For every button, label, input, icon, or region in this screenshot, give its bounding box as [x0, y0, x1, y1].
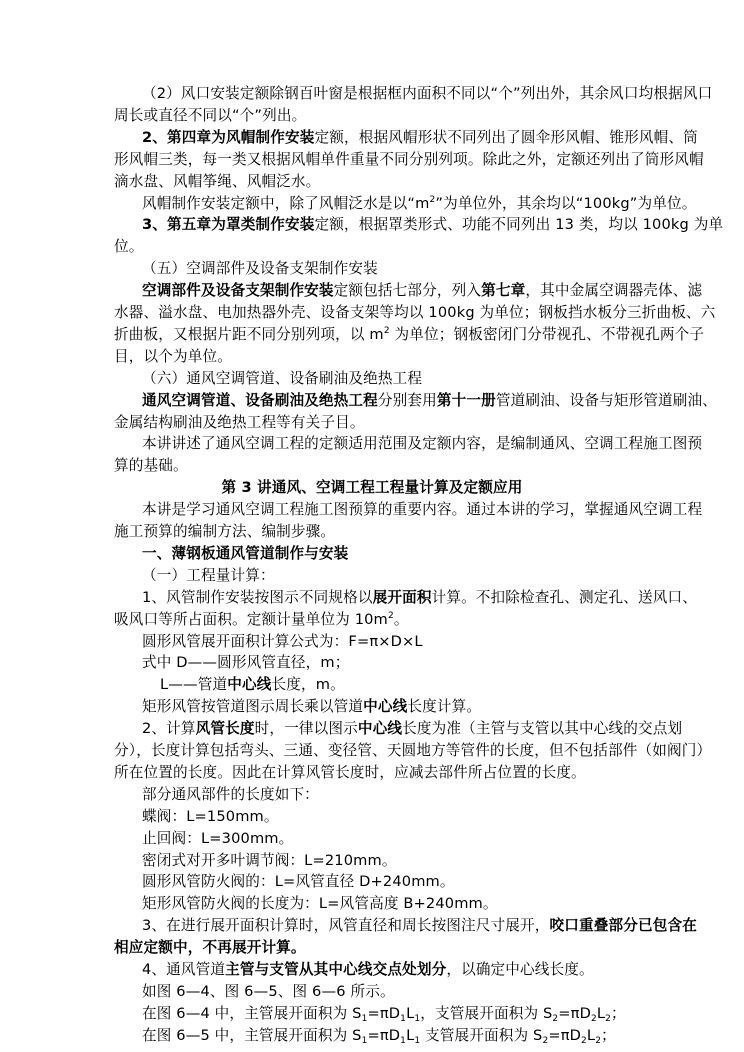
paragraph-line: 3、第五章为罩类制作安装定额，根据罩类形式、功能不同列出 13 类，均以 100kg 为单 [142, 216, 724, 234]
formula-line: 在图 6—4 中，主管展开面积为 $S_1=\pi D_1L_1$，支管展开面积为 $S_2=\pi D_2L_2$； [142, 1004, 626, 1024]
paragraph-line: 通风空调管道、设备刷油及绝热工程分别套用第十一册管道刷油、设备与矩形管道刷油、 [142, 391, 718, 409]
paragraph-line: 2、第四章为风帽制作安装定额，根据风帽形状不同列出了圆伞形风帽、锥形风帽、筒 [142, 128, 698, 146]
paragraph-line: 4、通风管道主管与支管从其中心线交点处划分，以确定中心线长度。 [142, 961, 594, 978]
paragraph-line: （2）风口安装定额除钢百叶窗是根据框内面积不同以“个”列出外，其余风口均根据风口 [142, 85, 713, 102]
formula-line: 圆形风管展开面积计算公式为：F=π×D×L [142, 632, 423, 650]
paragraph-line: 本讲讲述了通风空调工程的定额适用范围及定额内容，是编制通风、空调工程施工图预 [142, 435, 703, 453]
list-item: 密闭式对开多叶调节阀：L=210mm。 [142, 851, 397, 869]
paragraph-line: 滴水盘、风帽筝绳、风帽泛水。 [114, 172, 321, 190]
paragraph-line: 3、在进行展开面积计算时，风管直径和周长按图注尺寸展开，咬口重叠部分已包含在 [142, 917, 697, 935]
section-heading: （六）通风空调管道、设备刷油及绝热工程 [142, 369, 423, 387]
paragraph-line: 折曲板，又根据片距不同分别列项，以 $m^2$ 为单位；钢板密闭门分带视孔、不带视孔两个子 [114, 325, 705, 343]
paragraph-line: 形风帽三类，每一类又根据风帽单件重量不同分别列项。除此之外，定额还列出了筒形风帽 [114, 150, 704, 168]
paragraph-line: 2、计算风管长度时，一律以图示中心线长度为准（主管与支管以其中心线的交点划 [142, 720, 683, 738]
paragraph-line: 分），长度计算包括弯头、三通、变径管、天圆地方等管件的长度，但不包括部件（如阀门） [114, 742, 712, 759]
paragraph-line: 水器、溢水盘、电加热器外壳、设备支架等均以 100kg 为单位；钢板挡水板分三折曲板、六 [114, 304, 716, 321]
paragraph-line: 位。 [114, 238, 144, 256]
paragraph-line: 本讲是学习通风空调工程施工图预算的重要内容。通过本讲的学习，掌握通风空调工程 [142, 501, 703, 519]
paragraph-line: 算的基础。 [114, 457, 188, 475]
list-item: 蝶阀：L=150mm。 [142, 807, 279, 825]
paragraph-line: 所在位置的长度。因此在计算风管长度时，应减去部件所占位置的长度。 [114, 763, 586, 781]
paragraph-line: 矩形风管按管道图示周长乘以管道中心线长度计算。 [142, 698, 482, 716]
section-heading: （一）工程量计算： [142, 566, 275, 584]
list-item: 矩形风管防火阀的长度为：L=风管高度 B+240mm。 [142, 895, 498, 913]
section-heading: （五）空调部件及设备支架制作安装 [142, 260, 378, 278]
paragraph-line: 目，以个为单位。 [114, 347, 232, 365]
paragraph-line: 1、风管制作安装按图示不同规格以展开面积计算。不扣除检查孔、测定孔、送风口、 [142, 588, 697, 606]
list-item: 止回阀：L=300mm。 [142, 829, 294, 847]
paragraph-line: 周长或直径不同以“个”列出。 [114, 106, 307, 124]
paragraph-line: 风帽制作安装定额中，除了风帽泛水是以“$m^2$”为单位外，其余均以“100kg”为单位。 [142, 194, 697, 212]
lecture-title: 第 3 讲通风、空调工程工程量计算及定额应用 [221, 479, 523, 497]
formula-line-overflow: 在图 6—5 中，主管展开面积为 $S_1=\pi D_1L_1$ 支管展开面积为 $S_2=\pi D_2L_2$； [142, 1026, 616, 1046]
section-heading: 一、薄钢板通风管道制作与安装 [142, 544, 349, 562]
paragraph-line: 施工预算的编制方法、编制步骤。 [114, 523, 336, 540]
list-item: 圆形风管防火阀的：L=风管直径 D+240mm。 [142, 873, 455, 891]
formula-line: L——管道中心线长度，m。 [160, 676, 345, 694]
paragraph-line: 部分通风部件的长度如下： [142, 785, 319, 803]
paragraph-line: 空调部件及设备支架制作安装定额包括七部分，列入第七章，其中金属空调器壳体、滤 [142, 282, 703, 300]
paragraph-line: 金属结构刷油及绝热工程等有关子目。 [114, 413, 365, 431]
paragraph-line: 如图 6—4、图 6—5、图 6—6 所示。 [142, 982, 395, 1000]
paragraph-line: 吸风口等所占面积。定额计量单位为 $10m^2$。 [114, 610, 409, 628]
paragraph-line: 相应定额中，不再展开计算。 [114, 939, 306, 957]
formula-line: 式中 D——圆形风管直径，m； [142, 654, 350, 672]
